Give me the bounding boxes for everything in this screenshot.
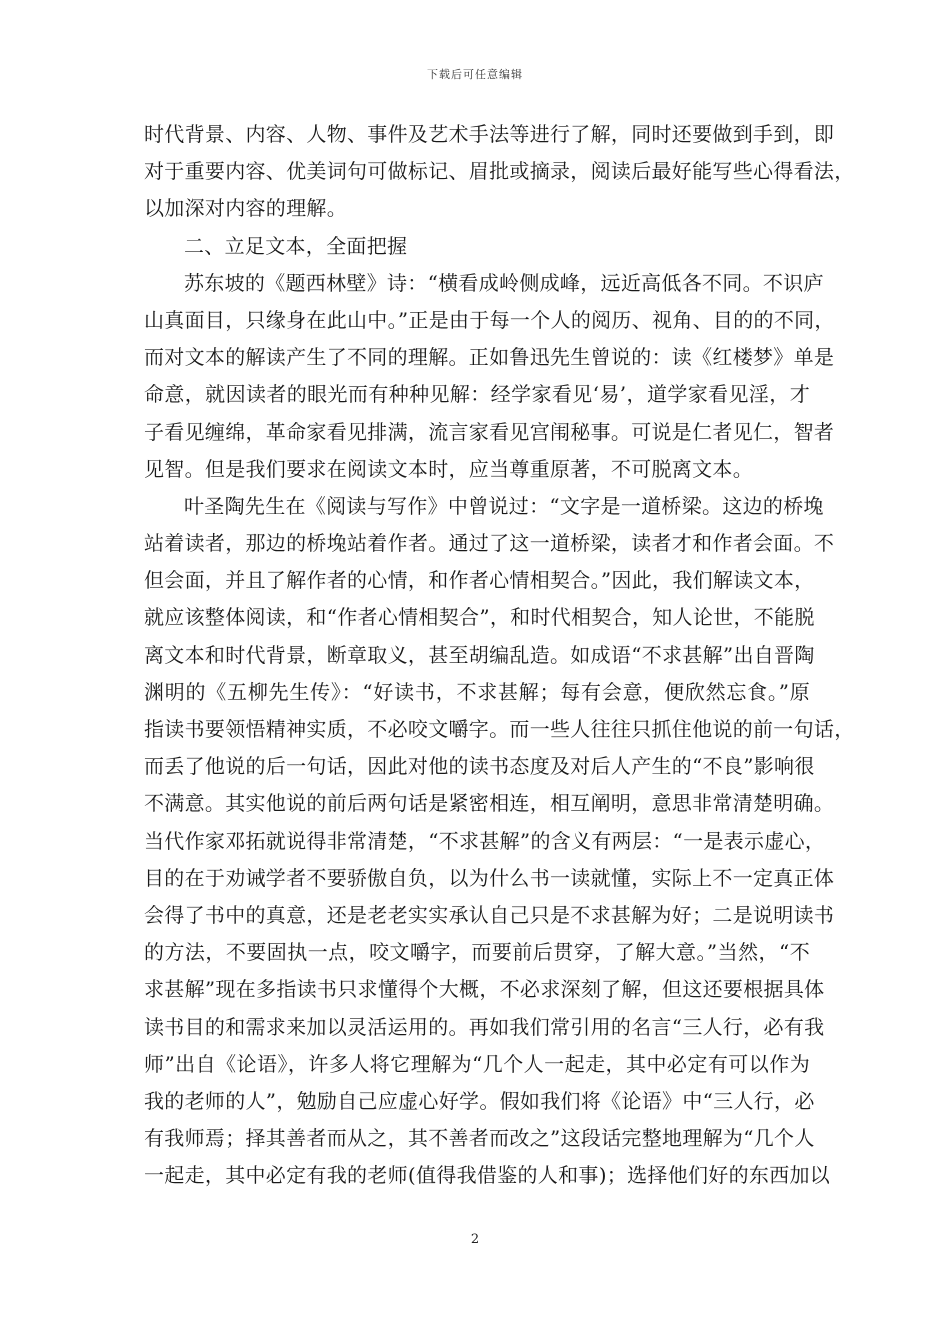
text-line: 我的老师的人”，勉励自己应虚心好学。假如我们将《论语》中“三人行，必: [144, 1088, 815, 1113]
text-line: 二、立足文本，全面把握: [184, 233, 408, 258]
document-body: [144, 116, 855, 1194]
text-line: 就应该整体阅读，和“作者心情相契合”，和时代相契合，知人论世，不能脱: [144, 605, 815, 630]
text-line: 苏东坡的《题西林壁》诗：“横看成岭侧成峰，远近高低各不同。不识庐: [184, 270, 824, 295]
text-line: 有我师焉；择其善者而从之，其不善者而改之”这段话完整地理解为“几个人: [144, 1126, 815, 1151]
text-line: 离文本和时代背景，断章取义，甚至胡编乱造。如成语“不求甚解”出自晋陶: [144, 642, 815, 667]
text-line: 山真面目，只缘身在此山中。”正是由于每一个人的阅历、视角、目的的不同，: [144, 307, 835, 332]
text-line: 子看见缠绵，革命家看见排满，流言家看见宫闱秘事。可说是仁者见仁，智者: [144, 419, 835, 444]
text-line: 师”出自《论语》，许多人将它理解为“几个人一起走，其中必定有可以作为: [144, 1051, 810, 1076]
page-number: 2: [470, 1232, 480, 1247]
text-line: 渊明的《五柳先生传》：“好读书，不求甚解；每有会意，便欣然忘食。”原: [144, 679, 810, 704]
text-line: 的方法，不要固执一点，咬文嚼字，而要前后贯穿，了解大意。”当然，“不: [144, 940, 810, 965]
text-line: 对于重要内容、优美词句可做标记、眉批或摘录，阅读后最好能写些心得看法，: [144, 159, 855, 184]
text-line: 会得了书中的真意，还是老老实实承认自己只是不求甚解为好；二是说明读书: [144, 902, 835, 927]
text-line: 不满意。其实他说的前后两句话是紧密相连，相互阐明，意思非常清楚明确。: [144, 791, 835, 816]
text-line: 目的在于劝诫学者不要骄傲自负，以为什么书一读就懂，实际上不一定真正体: [144, 865, 835, 890]
text-line: 读书目的和需求来加以灵活运用的。再如我们常引用的名言“三人行，必有我: [144, 1014, 825, 1039]
text-line: 求甚解”现在多指读书只求懂得个大概，不必求深刻了解，但这还要根据具体: [144, 977, 825, 1002]
text-line: 指读书要领悟精神实质，不必咬文嚼字。而一些人往往只抓住他说的前一句话，: [144, 717, 855, 741]
text-line: 一起走，其中必定有我的老师(值得我借鉴的人和事)；选择他们好的东西加以: [144, 1163, 831, 1188]
text-line: 命意，就因读者的眼光而有种种见解：经学家看见‘易’，道学家看见淫，才: [144, 382, 810, 407]
page-header: 下载后可任意编辑: [427, 68, 523, 81]
text-line: 见智。但是我们要求在阅读文本时，应当尊重原著，不可脱离文本。: [144, 456, 753, 481]
text-line: 以加深对内容的理解。: [144, 196, 347, 221]
text-line: 但会面，并且了解作者的心情，和作者心情相契合。”因此，我们解读文本，: [144, 568, 815, 593]
text-line: 时代背景、内容、人物、事件及艺术手法等进行了解，同时还要做到手到，即: [144, 122, 835, 146]
text-line: 站着读者，那边的桥堍站着作者。通过了这一道桥梁，读者才和作者会面。不: [144, 531, 835, 556]
text-line: 叶圣陶先生在《阅读与写作》中曾说过：“文字是一道桥梁。这边的桥堍: [184, 493, 824, 518]
text-line: 而丢了他说的后一句话，因此对他的读书态度及对后人产生的“不良”影响很: [144, 754, 815, 779]
text-line: 而对文本的解读产生了不同的理解。正如鲁迅先生曾说的：读《红楼梦》单是: [144, 345, 835, 370]
text-line: 当代作家邓拓就说得非常清楚，“不求甚解”的含义有两层：“一是表示虚心，: [144, 828, 826, 853]
